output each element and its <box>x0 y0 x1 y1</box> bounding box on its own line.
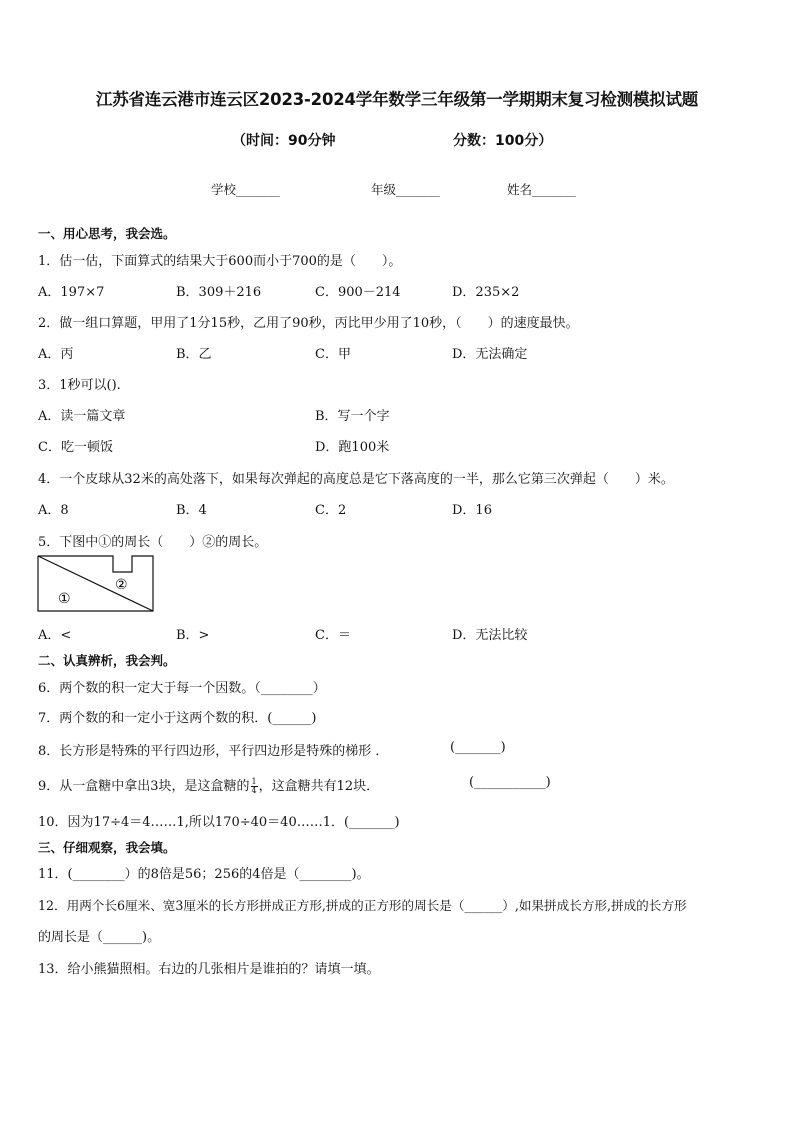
q2-option-b: B．乙 <box>176 347 212 362</box>
exam-title: 江苏省连云港市连云区2023-2024学年数学三年级第一学期期末复习检测模拟试题 <box>95 90 699 109</box>
exam-time: （时间：90分钟 <box>232 133 336 149</box>
q11-text: 11．(________）的8倍是56；256的4倍是（________)。 <box>38 867 370 882</box>
exam-score: 分数：100分） <box>453 133 553 149</box>
figure-label-2: ② <box>115 577 128 593</box>
q5-option-c: C．＝ <box>315 628 351 643</box>
grade-blank: _______ <box>396 182 440 197</box>
q2-option-d: D．无法确定 <box>452 347 528 362</box>
q1-option-b: B．309＋216 <box>176 285 262 300</box>
q9-blank: (___________) <box>469 775 551 790</box>
school-blank: _______ <box>236 182 280 197</box>
section-2-heading: 二、认真辨析，我会判。 <box>38 653 176 668</box>
school-label: 学校 <box>211 182 237 197</box>
q6-text: 6．两个数的积一定大于每一个因数。（________） <box>38 681 326 696</box>
q5-text: 5．下图中①的周长（ ）②的周长。 <box>38 535 268 550</box>
q5-option-d: D．无法比较 <box>452 628 528 643</box>
q3-option-d: D．跑100米 <box>315 440 390 455</box>
q10-text: 10．因为17÷4＝4……1,所以170÷40＝40……1．(_______) <box>38 815 400 830</box>
q5-option-a: A．< <box>38 628 72 643</box>
section-3-heading: 三、仔细观察，我会填。 <box>38 840 176 855</box>
name-blank: _______ <box>532 182 576 197</box>
q13-text: 13．给小熊猫照相。右边的几张相片是谁拍的？请填一填。 <box>38 962 380 977</box>
q4-option-a: A．8 <box>38 503 69 518</box>
q5-option-b: B．> <box>176 628 210 643</box>
section-1-heading: 一、用心思考，我会选。 <box>38 226 176 241</box>
q9-fraction <box>251 778 258 795</box>
q4-option-b: B．4 <box>176 503 207 518</box>
q1-option-a: A．197×7 <box>38 285 105 300</box>
q4-text: 4．一个皮球从32米的高处落下，如果每次弹起的高度总是它下落高度的一半，那么它第三次弹起（ ）米。 <box>38 472 674 487</box>
q3-text: 3．1秒可以(). <box>38 378 121 393</box>
q4-option-c: C．2 <box>315 503 347 518</box>
q1-option-d: D．235×2 <box>452 285 520 300</box>
q1-option-c: C．900－214 <box>315 285 401 300</box>
name-field <box>507 180 576 198</box>
q1-text: 1．估一估，下面算式的结果大于600而小于700的是（ ）。 <box>38 254 402 269</box>
q8-blank: (_______) <box>450 740 506 755</box>
q9-pre: 9．从一盒糖中拿出3块，是这盒糖的 <box>38 779 250 794</box>
grade-field <box>371 180 440 198</box>
fraction-numerator: 1 <box>251 777 257 786</box>
name-label: 姓名 <box>507 182 533 197</box>
grade-label: 年级 <box>371 182 397 197</box>
fraction-denominator: 4 <box>251 786 257 795</box>
figure-diagonal <box>38 556 153 611</box>
q3-option-b: B．写一个字 <box>315 409 390 424</box>
q9-line <box>38 775 379 795</box>
q2-text: 2．做一组口算题，甲用了1分15秒，乙用了90秒，丙比甲少用了10秒，（ ）的速度最快。 <box>38 316 579 331</box>
q12-line-2: 的周长是（______)。 <box>38 930 161 945</box>
q9-post: ，这盒糖共有12块． <box>258 779 380 794</box>
school-field <box>211 180 280 198</box>
q4-option-d: D．16 <box>452 503 492 518</box>
q5-perimeter-figure <box>37 555 155 613</box>
q3-option-c: C．吃一顿饭 <box>38 440 113 455</box>
q7-text: 7．两个数的和一定小于这两个数的积．(______) <box>38 711 317 726</box>
q3-option-a: A．读一篇文章 <box>38 409 126 424</box>
figure-label-1: ① <box>58 591 71 607</box>
q2-option-a: A．丙 <box>38 347 74 362</box>
q2-option-c: C．甲 <box>315 347 351 362</box>
q12-line-1: 12．用两个长6厘米、宽3厘米的长方形拼成正方形,拼成的正方形的周长是（______）,如果拼成长方形,拼成的长方形 <box>38 898 687 913</box>
q8-text: 8．长方形是特殊的平行四边形，平行四边形是特殊的梯形 ． <box>38 744 389 759</box>
